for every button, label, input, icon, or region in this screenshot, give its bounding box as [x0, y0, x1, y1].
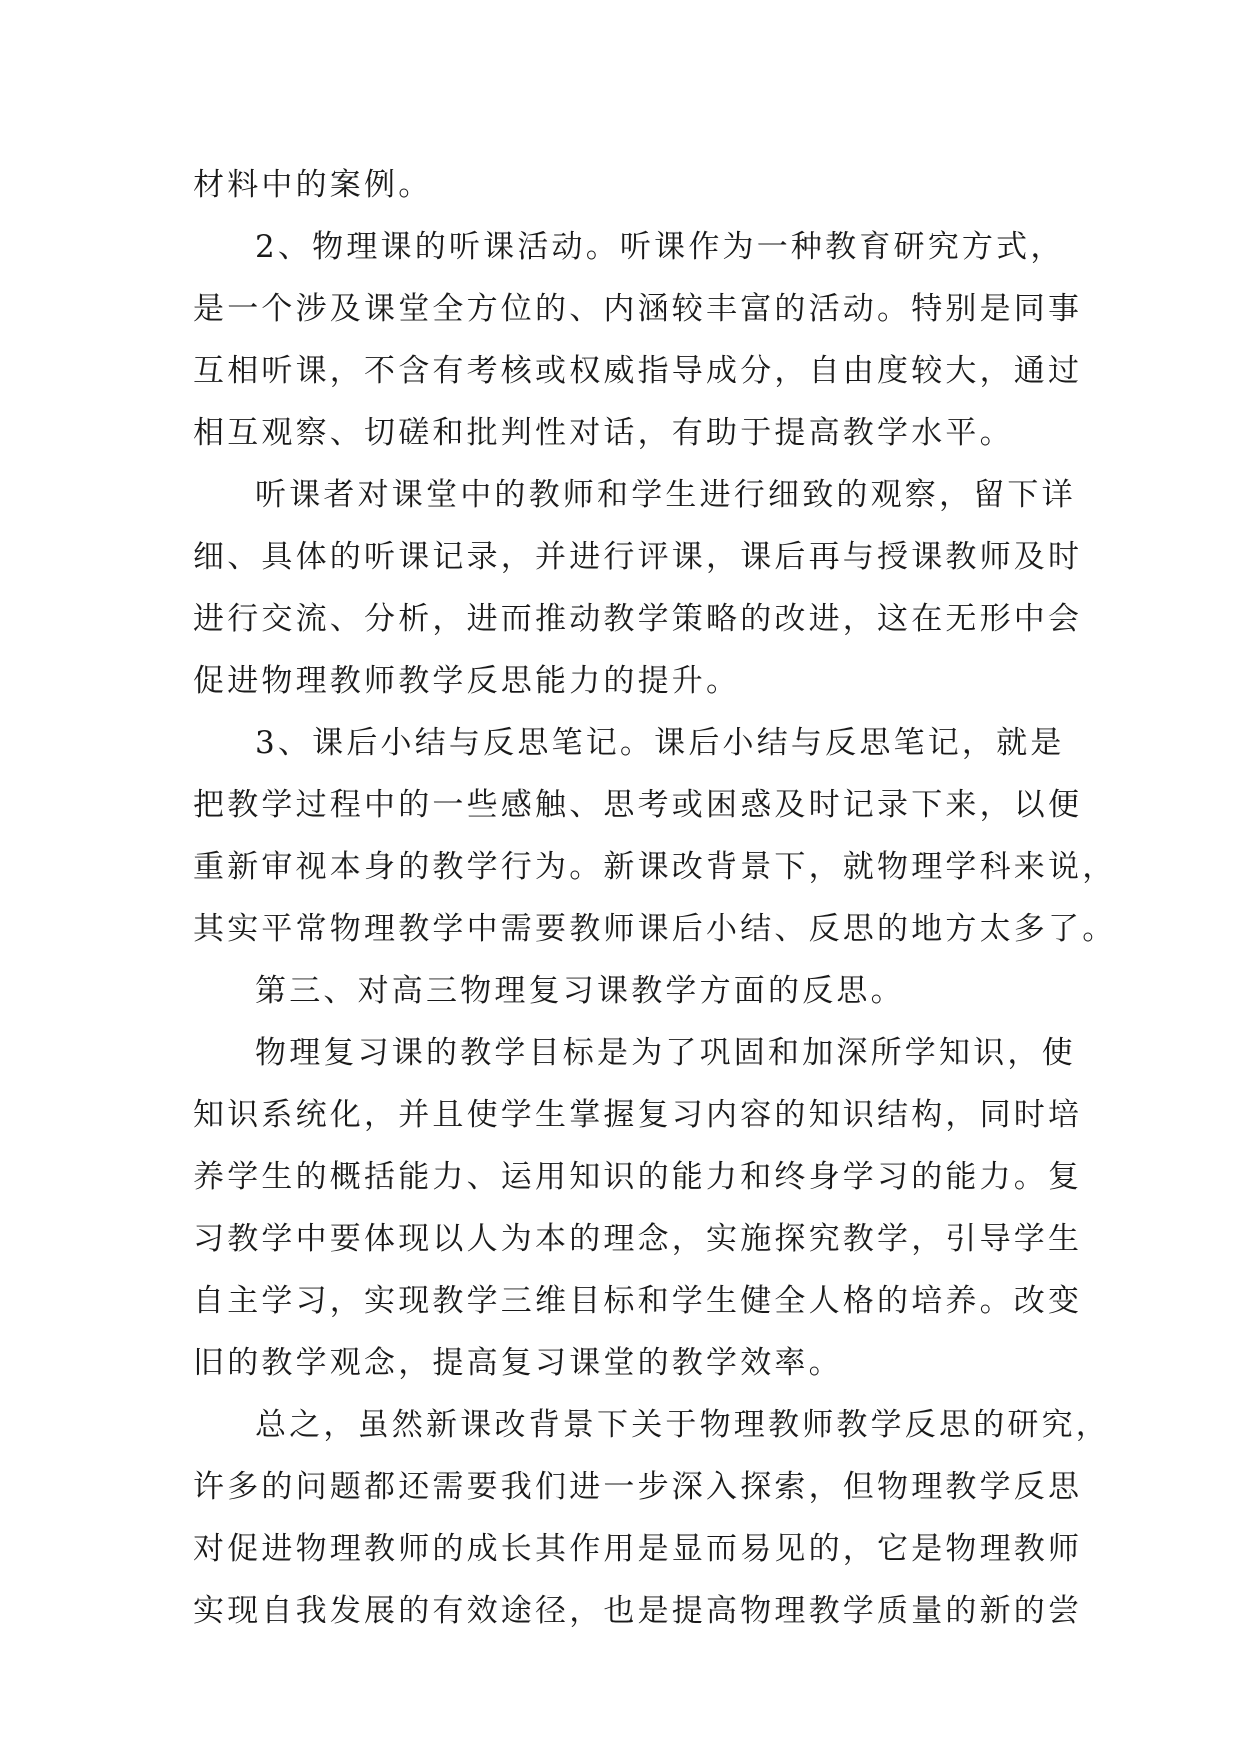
text-line: 自主学习，实现教学三维目标和学生健全人格的培养。改变 — [193, 1283, 1083, 1319]
text-line: 其实平常物理教学中需要教师课后小结、反思的地方太多了。 — [193, 911, 1117, 947]
text-line: 养学生的概括能力、运用知识的能力和终身学习的能力。复 — [193, 1159, 1083, 1195]
text-line: 相互观察、切磋和批判性对话，有助于提高教学水平。 — [193, 415, 1014, 451]
paragraph-start-line: 物理复习课的教学目标是为了巩固和加深所学知识，使 — [255, 1035, 1076, 1071]
text-line: 细、具体的听课记录，并进行评课，课后再与授课教师及时 — [193, 539, 1083, 575]
body-text — [193, 160, 1117, 1648]
paragraph-start-line: 总之，虽然新课改背景下关于物理教师教学反思的研究， — [255, 1407, 1110, 1443]
text-line: 实现自我发展的有效途径，也是提高物理教学质量的新的尝 — [193, 1593, 1083, 1629]
text-line: 习教学中要体现以人为本的理念，实施探究教学，引导学生 — [193, 1221, 1083, 1257]
paragraph-start-line: 3、课后小结与反思笔记。课后小结与反思笔记，就是 — [255, 725, 1065, 761]
text-line: 旧的教学观念，提高复习课堂的教学效率。 — [193, 1345, 843, 1381]
text-line: 对促进物理教师的成长其作用是显而易见的，它是物理教师 — [193, 1531, 1083, 1567]
text-line: 是一个涉及课堂全方位的、内涵较丰富的活动。特别是同事 — [193, 291, 1083, 327]
section-heading-line: 第三、对高三物理复习课教学方面的反思。 — [255, 973, 905, 1009]
text-line: 重新审视本身的教学行为。新课改背景下，就物理学科来说， — [193, 849, 1117, 885]
text-line: 促进物理教师教学反思能力的提升。 — [193, 663, 741, 699]
text-line: 材料中的案例。 — [193, 167, 433, 203]
text-line: 知识系统化，并且使学生掌握复习内容的知识结构，同时培 — [193, 1097, 1083, 1133]
text-line: 进行交流、分析，进而推动教学策略的改进，这在无形中会 — [193, 601, 1083, 637]
paragraph-start-line: 2、物理课的听课活动。听课作为一种教育研究方式， — [255, 229, 1065, 265]
text-line: 把教学过程中的一些感触、思考或困惑及时记录下来，以便 — [193, 787, 1083, 823]
text-line: 许多的问题都还需要我们进一步深入探索，但物理教学反思 — [193, 1469, 1083, 1505]
text-line: 互相听课，不含有考核或权威指导成分，自由度较大，通过 — [193, 353, 1083, 389]
paragraph-start-line: 听课者对课堂中的教师和学生进行细致的观察，留下详 — [255, 477, 1076, 513]
